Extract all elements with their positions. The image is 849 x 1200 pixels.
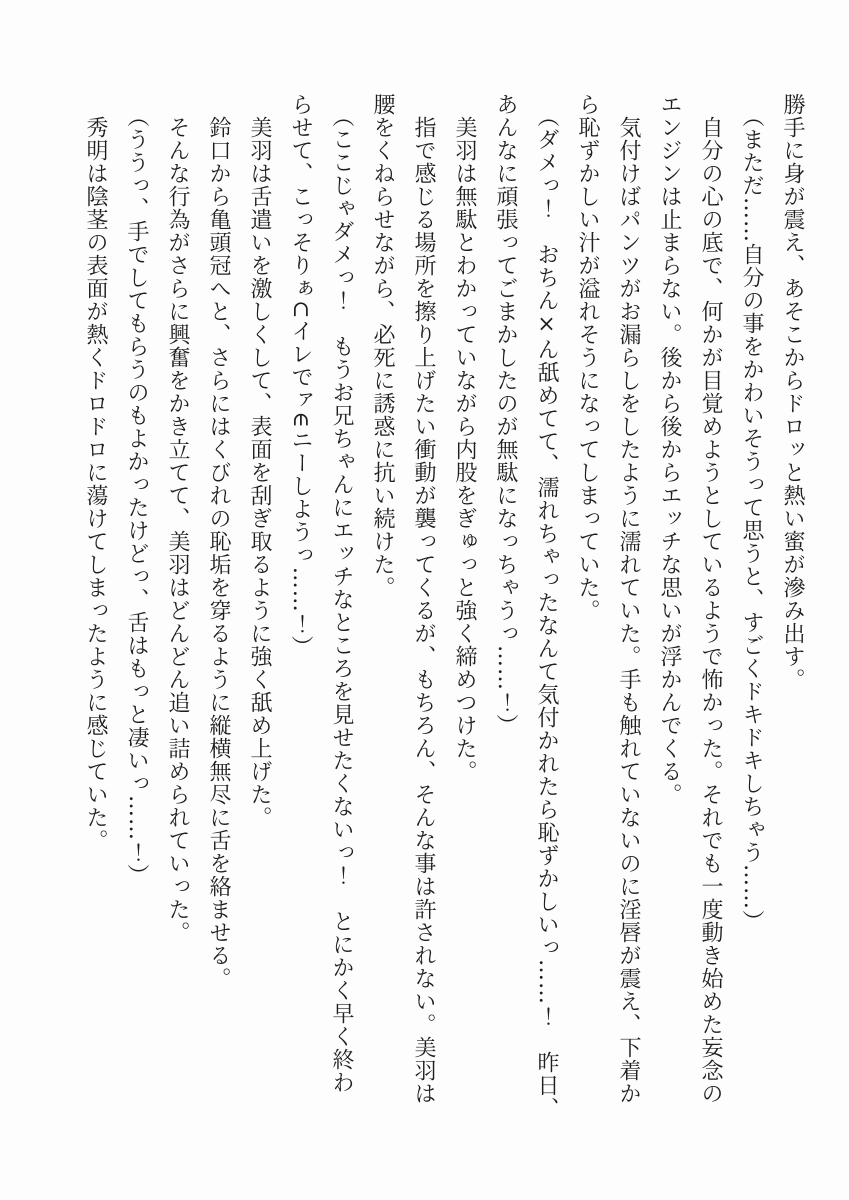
text-line: （ダメっ！ おちん×ん舐めてて、濡れちゃったなんて気付かれたら恥ずかしいっ……！ 昨日、 — [534, 93, 559, 1120]
text-line: 鈴口から亀頭冠へと、さらにはくびれの恥垢を穿るように縦横無尽に舌を絡ませる。 — [206, 93, 231, 990]
text-line: 秀明は陰茎の表面が熱くドロドロに蕩けてしまったように感じていた。 — [83, 93, 108, 852]
text-line: 美羽は無駄とわかっていながら内股をぎゅっと強く締めつけた。 — [452, 93, 477, 783]
text-line: 美羽は舌遣いを激しくして、表面を刮ぎ取るように強く舐め上げた。 — [247, 93, 272, 829]
text-line: （まただ……自分の事をかわいそうって思うと、すごくドキドキしちゃう……） — [739, 93, 764, 933]
text-line: （ここじゃダメっ！ もうお兄ちゃんにエッチなところを見せたくないっ！ とにかく早く終わ — [329, 93, 354, 1094]
text-line: らせて、こっそりぁ⊂イレでァ∈ニーしようっ……！） — [288, 93, 313, 659]
vertical-text-block — [75, 93, 813, 1153]
text-line: 勝手に身が震え、あそこからドロッと熱い蜜が滲み出す。 — [780, 93, 805, 691]
text-line: （ううっ、手でしてもらうのもよかったけどっ、舌はもっと凄いっ……！） — [124, 93, 149, 887]
text-line: そんな行為がさらに興奮をかき立てて、美羽はどんどん追い詰められていった。 — [165, 93, 190, 944]
text-line: 腰をくねらせながら、必死に誘惑に抗い続けた。 — [370, 93, 395, 599]
text-line: あんなに頑張ってごまかしたのが無駄になっちゃうっ……！） — [493, 93, 518, 737]
text-line: 自分の心の底で、何かが目覚めようとしているようで怖かった。それでも一度動き始めた妄念の — [698, 93, 723, 1105]
text-line: エンジンは止まらない。後から後からエッチな思いが浮かんでくる。 — [657, 93, 682, 806]
text-line: 気付けばパンツがお漏らしをしたように濡れていた。手も触れていないのに淫唇が震え、下着か — [616, 93, 641, 1105]
text-line: 指で感じる場所を擦り上げたい衝動が襲ってくるが、もちろん、そんな事は許されない。美羽は — [411, 93, 436, 1105]
text-line: ら恥ずかしい汁が溢れそうになってしまっていた。 — [575, 93, 600, 622]
